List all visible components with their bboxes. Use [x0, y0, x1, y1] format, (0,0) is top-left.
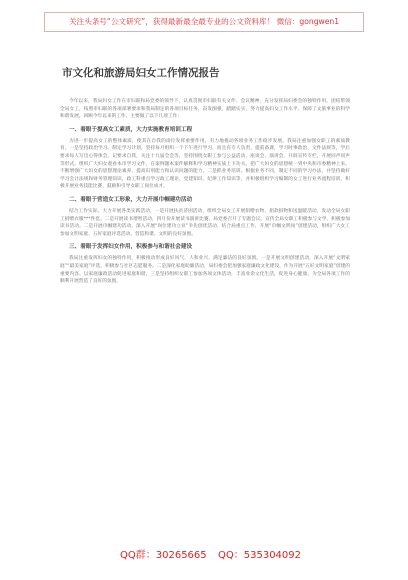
promo-banner: 关注头条号“公文研究”，获得最新最全最专业的公文资料库！ 微信：gongwen1	[44, 12, 364, 32]
qq-group-text: QQ群：30265665	[120, 550, 207, 561]
intro-paragraph: 今年以来，我局妇女工作在市妇联和局党委的领导下，认真贯彻市妇联有关文件、会议精神，充分发挥局妇委会的独特作用，团结带领全局女工，按照市妇联的各项部署要求和我局制定的各项目标任务，奋发图强，踏踏实实，努力提高妇女工作水平，保障了文旅事业的科学和谐发展。回顾今年以来的工作，主要做了以下几项工作：	[60, 99, 350, 120]
section-heading-3: 三、着眼于发挥妇女作用，积极参与和谐社会建设	[69, 244, 193, 251]
section-1-paragraph: 为进一步提高女工的整体素质，使其在自我的岗位发挥重要作用，有力地推动各项业务工作稳步发展。我局注重加强女职工的素质教育，一是坚持政治学习。制定学习计划，坚持每月组织一个下午进行学习，而且有专人负责，提前备课，学习时事政治、文件法规等，学后要求每人写出心得体会。记要求自我，关注十九届全会等，坚持围绕女职工参与公益活动、座谈会、演讲会、开辟宣传专栏，开展同声同声等形式。组织广大妇女观看本市学习文件，在案例题本案件解释和学习精神实质上下功夫。把广大妇女的思想统一到中央和市委精神上来。不断增强广大妇女的思想理论素养，提高识别能力和认识问题的能力。二是抓业务培训。根据业务不同，制定不同的学习办法，并坚持做好学习会计法规和财务管理知识，政工科重点学习政工理论、党建知识、纪律工作知识等，并积极组织学习编制的女工进行业务流程培训，积极开展业务技能比赛，鼓励和引导女职工岗位成才。	[60, 138, 350, 190]
qq-text: QQ：535304092	[218, 550, 302, 561]
section-heading-1: 一、着眼于提高女工素质，大力实施教育培训工程	[69, 126, 193, 133]
section-2-paragraph: 结合工作实际，大力开展各类实践活动，一是开展扶贫济困活动，组织全局女工开展捐赠衣物、捐款捐物和送温暖活动，发动全局女职工捐赠衣服***件套。二是开展读书增智活动，四月份开展读书演讲比赛，局党委召开了专题会议，宣传全局女职工积极参与文学，积极参加读书活动。二是开展巾帼建功活动，深入开展“岗位建功立业”争先创优活动，结合局重点工作，开展“巾帼文明岗”创建活动，组织广大女工参加文明家庭、五好家庭评选活动，营造和谐、文明的良好氛围。	[60, 208, 350, 237]
document-body	[60, 98, 350, 288]
section-3-paragraph: 我局注重发挥妇女的独特作用，积极推动形成良好风气，人和业兴，满足廉洁的良好氛围。一是开展文明创建活动，深入开展“文明家庭”“最美家庭”评选，积极参与社区志愿服务。二是深化家庭助廉活动，局妇委会把加强家庭廉政文化建设，作为开展“五好文明家庭”创建的重要内容。以家庭廉政活动促进家庭和谐，三是坚持组织女职工参加各项文体活动，丰富业余文化生活，促进身心健康，为全局各项工作的顺利开展营造了良好的氛围。	[60, 256, 350, 285]
contact-footer	[0, 544, 408, 564]
section-heading-2: 二、着眼于营造女工形象，大力开展巾帼建功活动	[69, 196, 193, 203]
document-title: 市文化和旅游局妇女工作情况报告	[62, 67, 220, 79]
